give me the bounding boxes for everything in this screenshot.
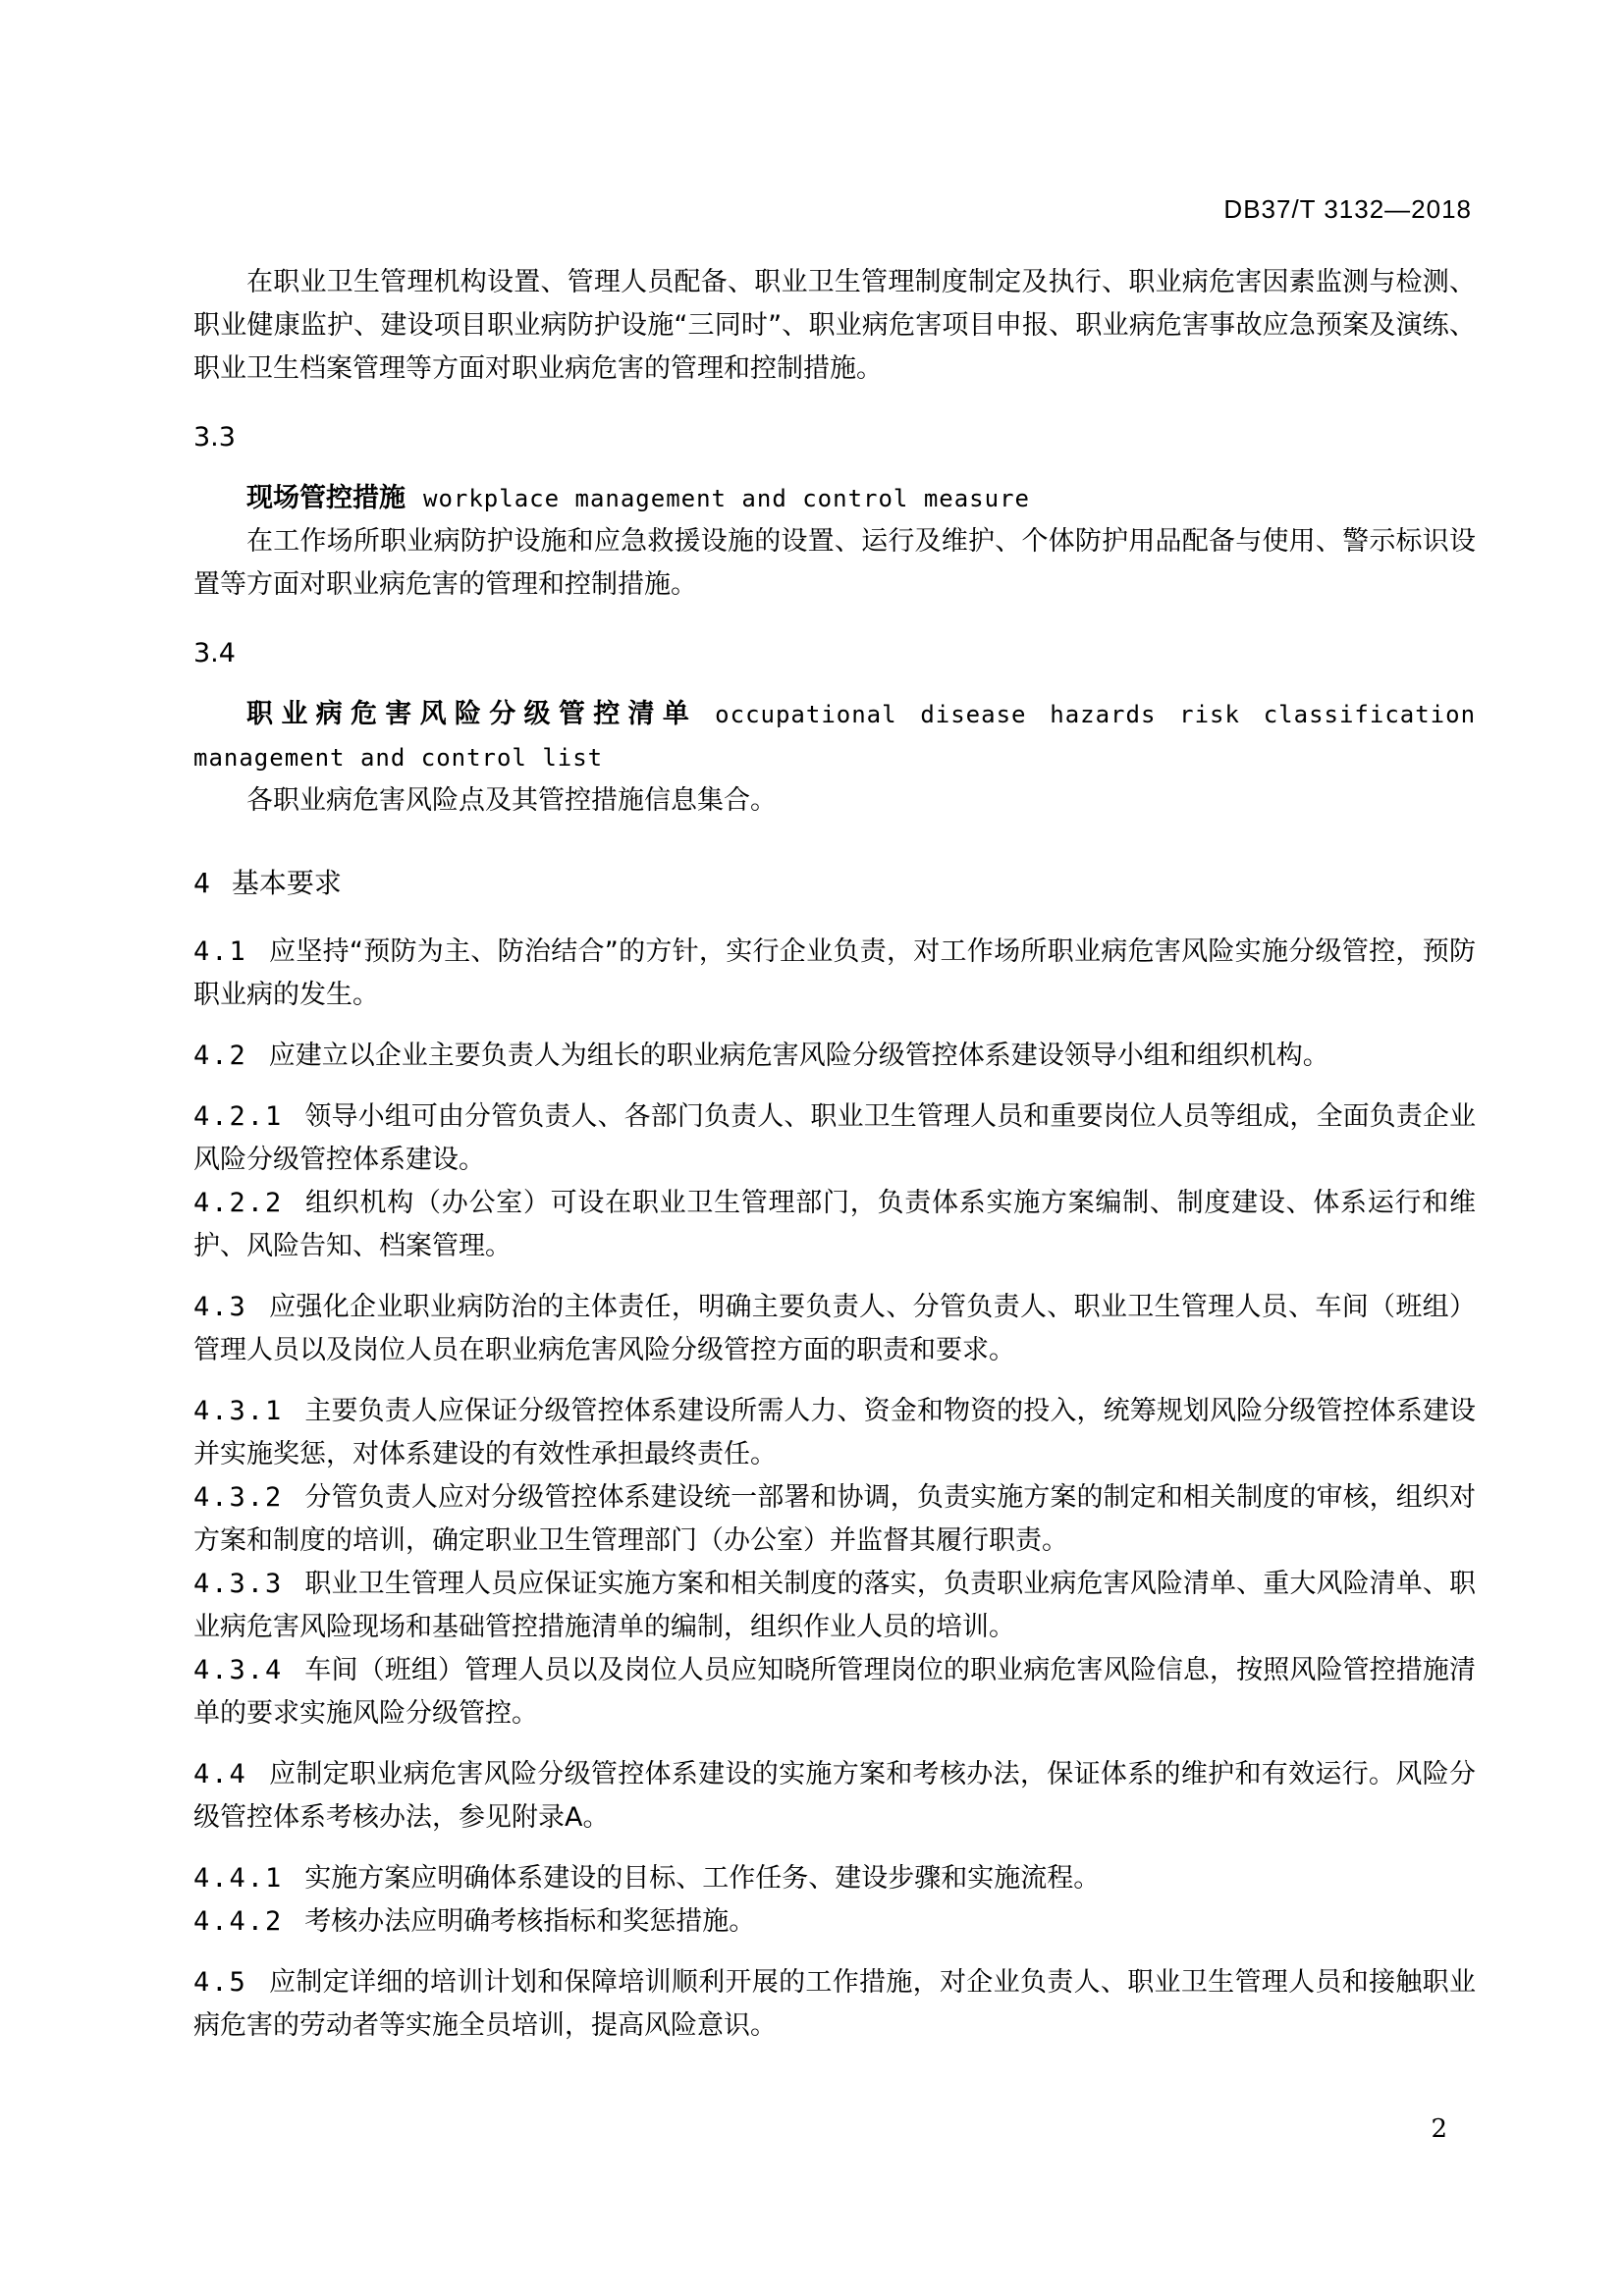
clause-4-3 bbox=[193, 1286, 1476, 1372]
term-3-3 bbox=[193, 477, 1476, 520]
clause-4-4-1-number: 4.4.1 bbox=[193, 1863, 284, 1894]
clause-4-3-3-number: 4.3.3 bbox=[193, 1569, 284, 1599]
clause-number-3-4: 3.4 bbox=[193, 638, 236, 668]
term-3-4-chinese: 职业病危害风险分级管控清单 bbox=[246, 699, 698, 729]
clause-4-4-1-text: 实施方案应明确体系建设的目标、工作任务、建设步骤和实施流程。 bbox=[304, 1863, 1101, 1894]
clause-4-2-1-number: 4.2.1 bbox=[193, 1101, 284, 1132]
clause-4-4-text: 应制定职业病危害风险分级管控体系建设的实施方案和考核办法，保证体系的维护和有效运行。风险分级管控体系考核办法，参见附录A。 bbox=[193, 1759, 1476, 1833]
clause-4-2-2 bbox=[193, 1182, 1476, 1268]
clause-4-3-number: 4.3 bbox=[193, 1292, 247, 1322]
clause-4-2-text: 应建立以企业主要负责人为组长的职业病危害风险分级管控体系建设领导小组和组织机构。 bbox=[268, 1041, 1329, 1071]
clause-4-4-2-text: 考核办法应明确考核指标和奖惩措施。 bbox=[304, 1906, 756, 1937]
clause-4-3-4-text: 车间（班组）管理人员以及岗位人员应知晓所管理岗位的职业病危害风险信息，按照风险管控措施清单的要求实施风险分级管控。 bbox=[193, 1655, 1476, 1729]
clause-4-1 bbox=[193, 931, 1476, 1017]
clause-4-1-number: 4.1 bbox=[193, 936, 247, 967]
clause-4-3-4 bbox=[193, 1649, 1476, 1735]
clause-4-3-3-text: 职业卫生管理人员应保证实施方案和相关制度的落实，负责职业病危害风险清单、重大风险清单、职业病危害风险现场和基础管控措施清单的编制，组织作业人员的培训。 bbox=[193, 1569, 1476, 1642]
clause-4-4-2 bbox=[193, 1900, 1476, 1944]
clause-4-5-number: 4.5 bbox=[193, 1967, 247, 1998]
clause-4-3-2-text: 分管负责人应对分级管控体系建设统一部署和协调，负责实施方案的制定和相关制度的审核，组织对方案和制度的培训，确定职业卫生管理部门（办公室）并监督其履行职责。 bbox=[193, 1482, 1476, 1556]
clause-4-3-2-number: 4.3.2 bbox=[193, 1482, 284, 1513]
section-4-number: 4 bbox=[193, 867, 212, 899]
section-4-title: 基本要求 bbox=[231, 867, 342, 899]
term-3-3-chinese: 现场管控措施 bbox=[246, 483, 406, 513]
clause-4-2-1 bbox=[193, 1095, 1476, 1182]
clause-4-4 bbox=[193, 1753, 1476, 1840]
clause-4-1-text: 应坚持“预防为主、防治结合”的方针，实行企业负责，对工作场所职业病危害风险实施分级管控，预防职业病的发生。 bbox=[193, 936, 1476, 1010]
clause-4-3-1 bbox=[193, 1390, 1476, 1476]
term-3-4 bbox=[193, 693, 1476, 779]
clause-4-3-4-number: 4.3.4 bbox=[193, 1655, 284, 1685]
section-4-heading bbox=[193, 862, 1476, 905]
definition-3-3-text: 在工作场所职业病防护设施和应急救援设施的设置、运行及维护、个体防护用品配备与使用、警示标识设置等方面对职业病危害的管理和控制措施。 bbox=[193, 526, 1476, 600]
clause-4-2-2-text: 组织机构（办公室）可设在职业卫生管理部门，负责体系实施方案编制、制度建设、体系运行和维护、风险告知、档案管理。 bbox=[193, 1188, 1476, 1261]
clause-number-3-3: 3.3 bbox=[193, 422, 236, 453]
clause-4-2 bbox=[193, 1035, 1476, 1078]
clause-4-3-1-number: 4.3.1 bbox=[193, 1396, 284, 1426]
definition-3-2-text: 在职业卫生管理机构设置、管理人员配备、职业卫生管理制度制定及执行、职业病危害因素监测与检测、职业健康监护、建设项目职业病防护设施“三同时”、职业病危害项目申报、职业病危害事故应急预案及演练、职业卫生档案管理等方面对职业病危害的管理和控制措施。 bbox=[193, 267, 1476, 384]
document-code: DB37/T 3132—2018 bbox=[1223, 194, 1472, 224]
clause-4-2-2-number: 4.2.2 bbox=[193, 1188, 284, 1218]
page-number: 2 bbox=[1431, 2114, 1447, 2144]
clause-4-4-number: 4.4 bbox=[193, 1759, 247, 1789]
clause-4-3-text: 应强化企业职业病防治的主体责任，明确主要负责人、分管负责人、职业卫生管理人员、车间（班组）管理人员以及岗位人员在职业病危害风险分级管控方面的职责和要求。 bbox=[193, 1292, 1476, 1365]
clause-4-5-text: 应制定详细的培训计划和保障培训顺利开展的工作措施，对企业负责人、职业卫生管理人员和接触职业病危害的劳动者等实施全员培训，提高风险意识。 bbox=[193, 1967, 1476, 2041]
clause-4-4-1 bbox=[193, 1857, 1476, 1900]
clause-4-3-3 bbox=[193, 1563, 1476, 1649]
clause-4-5 bbox=[193, 1961, 1476, 2048]
clause-4-3-1-text: 主要负责人应保证分级管控体系建设所需人力、资金和物资的投入，统筹规划风险分级管控体系建设并实施奖惩，对体系建设的有效性承担最终责任。 bbox=[193, 1396, 1476, 1469]
document-body bbox=[193, 261, 1476, 2048]
term-3-3-english: workplace management and control measure bbox=[423, 485, 1030, 512]
clause-4-2-1-text: 领导小组可由分管负责人、各部门负责人、职业卫生管理人员和重要岗位人员等组成，全面负责企业风险分级管控体系建设。 bbox=[193, 1101, 1476, 1175]
clause-4-2-number: 4.2 bbox=[193, 1041, 247, 1071]
term-3-4-english: occupational disease hazards risk classification management and control list bbox=[193, 701, 1477, 772]
definition-3-4-text: 各职业病危害风险点及其管控措施信息集合。 bbox=[246, 785, 777, 816]
clause-4-3-2 bbox=[193, 1476, 1476, 1563]
clause-4-4-2-number: 4.4.2 bbox=[193, 1906, 284, 1937]
